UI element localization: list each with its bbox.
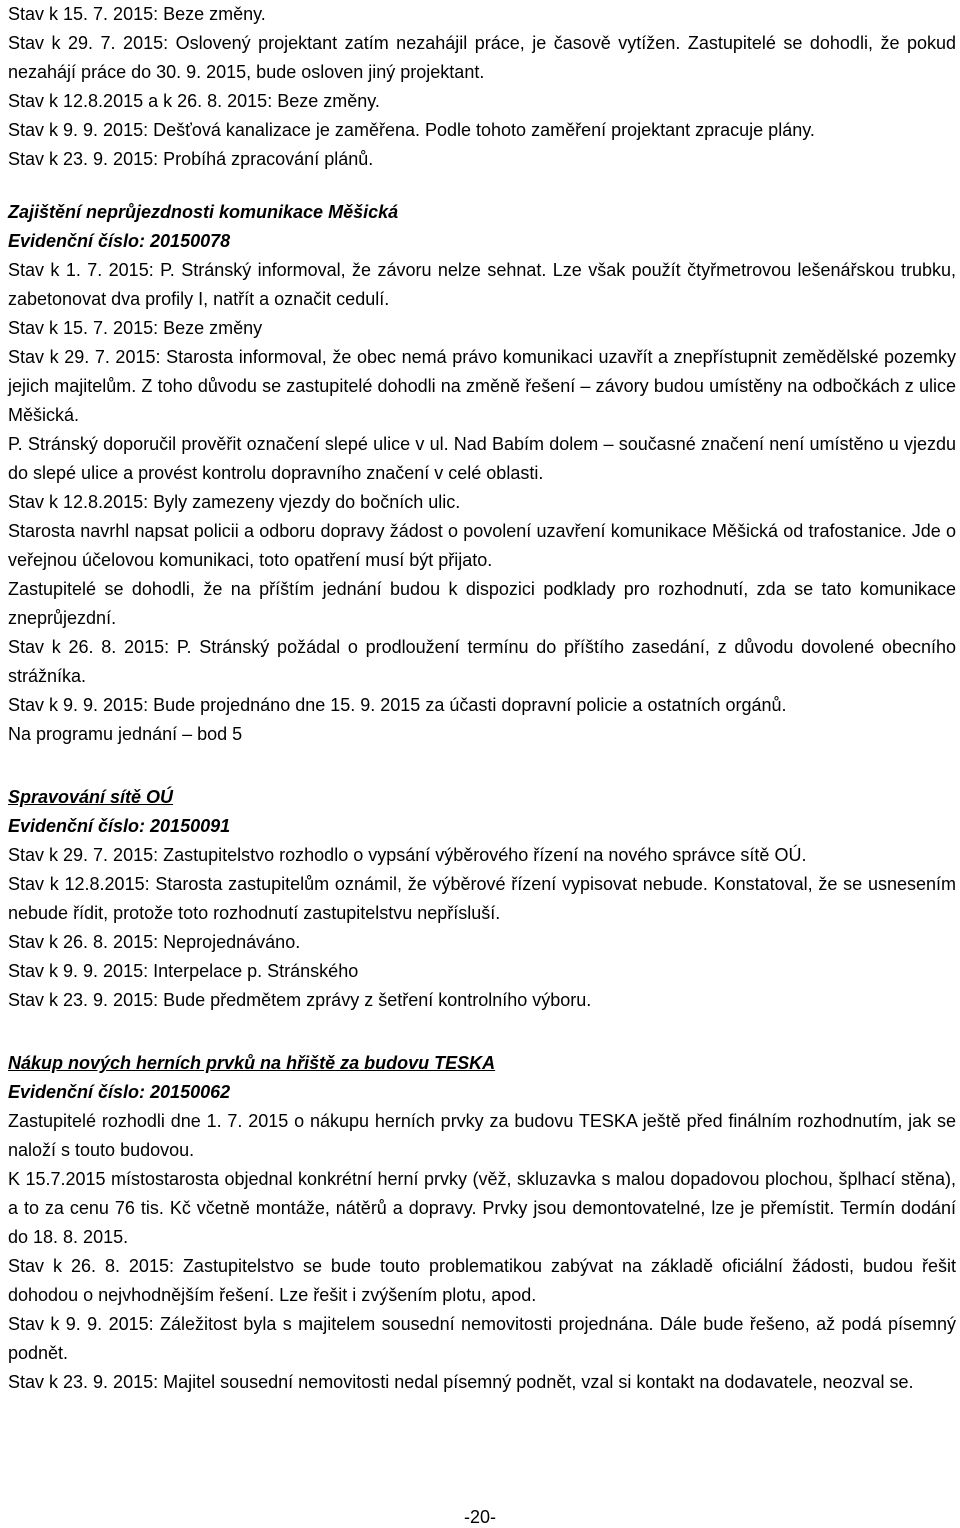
paragraph: Stav k 23. 9. 2015: Majitel sousední nemovitosti nedal písemný podnět, vzal si kontakt na dodavatele, neozval se. bbox=[8, 1372, 914, 1392]
paragraph: Stav k 12.8.2015: Byly zamezeny vjezdy do bočních ulic. bbox=[8, 492, 461, 512]
paragraph: Stav k 15. 7. 2015: Beze změny bbox=[8, 318, 263, 338]
paragraph: Stav k 29. 7. 2015: Oslovený projektant zatím nezahájil práce, je časově vytížen. Zastupitelé se dohodli, že pokud nezahájí práce do 30. 9. 2015, bude osloven jiný projektant. bbox=[8, 33, 956, 82]
section-title: Nákup nových herních prvků na hřiště za budovu TESKA bbox=[8, 1053, 496, 1073]
paragraph: Stav k 1. 7. 2015: P. Stránský informoval, že závoru nelze sehnat. Lze však použít čtyřmetrovou lešenářskou trubku, zabetonovat dva profily I, natřít a označit cedulí. bbox=[8, 260, 956, 309]
paragraph: Stav k 15. 7. 2015: Beze změny. bbox=[8, 4, 266, 24]
paragraph: K 15.7.2015 místostarosta objednal konkrétní herní prvky (věž, skluzavka s malou dopadovou plochou, šplhací stěna), a to za cenu 76 tis. Kč včetně montáže, nátěrů a dopravy. Prvky jsou demontovatelné, lze je přemístit. Termín dodání do 18. 8. 2015. bbox=[8, 1169, 956, 1247]
paragraph: Stav k 26. 8. 2015: P. Stránský požádal o prodloužení termínu do příštího zasedání, z důvodu dovolené obecního strážníka. bbox=[8, 637, 956, 686]
paragraph: Stav k 12.8.2015 a k 26. 8. 2015: Beze změny. bbox=[8, 91, 380, 111]
paragraph: Stav k 29. 7. 2015: Starosta informoval, že obec nemá právo komunikaci uzavřít a znepřístupnit zemědělské pozemky jejich majitelům. Z toho důvodu se zastupitelé dohodli na změně řešení – závory budou umístěny na odbočkách z ulice Měšická. bbox=[8, 347, 956, 425]
page-number: -20- bbox=[463, 1507, 496, 1527]
evidence-number: Evidenční číslo: 20150062 bbox=[8, 1082, 231, 1102]
paragraph: Stav k 23. 9. 2015: Bude předmětem zprávy z šetření kontrolního výboru. bbox=[8, 990, 592, 1010]
paragraph: Stav k 12.8.2015: Starosta zastupitelům oznámil, že výběrové řízení vypisovat nebude. Konstatoval, že se usnesením nebude řídit, protože toto rozhodnutí zastupitelstvu nepřísluší. bbox=[8, 874, 956, 923]
paragraph: Stav k 29. 7. 2015: Zastupitelstvo rozhodlo o vypsání výběrového řízení na nového správce sítě OÚ. bbox=[8, 845, 807, 865]
paragraph: Na programu jednání – bod 5 bbox=[8, 724, 243, 744]
paragraph: Zastupitelé rozhodli dne 1. 7. 2015 o nákupu herních prvky za budovu TESKA ještě před finálním rozhodnutím, jak se naloží s touto budovou. bbox=[8, 1111, 956, 1160]
paragraph: Starosta navrhl napsat policii a odboru dopravy žádost o povolení uzavření komunikace Měšická od trafostanice. Jde o veřejnou účelovou komunikaci, toto opatření musí být přijato. bbox=[8, 521, 956, 570]
paragraph: Stav k 9. 9. 2015: Interpelace p. Stránského bbox=[8, 961, 359, 981]
section-title: Zajištění neprůjezdnosti komunikace Měšická bbox=[8, 202, 399, 222]
section-playground bbox=[8, 1049, 956, 1397]
paragraph: Stav k 26. 8. 2015: Neprojednáváno. bbox=[8, 932, 301, 952]
paragraph: Stav k 23. 9. 2015: Probíhá zpracování plánů. bbox=[8, 149, 374, 169]
evidence-number: Evidenční číslo: 20150091 bbox=[8, 816, 231, 836]
paragraph: Stav k 9. 9. 2015: Bude projednáno dne 15. 9. 2015 za účasti dopravní policie a ostatních orgánů. bbox=[8, 695, 787, 715]
paragraph: Stav k 26. 8. 2015: Zastupitelstvo se bude touto problematikou zabývat na základě oficiální žádosti, budou řešit dohodou o nejvhodnějším řešení. Lze řešit i zvýšením plotu, apod. bbox=[8, 1256, 956, 1305]
evidence-number: Evidenční číslo: 20150078 bbox=[8, 231, 231, 251]
paragraph: Zastupitelé se dohodli, že na příštím jednání budou k dispozici podklady pro rozhodnutí, zda se tato komunikace zneprůjezdní. bbox=[8, 579, 956, 628]
section-title: Spravování sítě OÚ bbox=[8, 787, 174, 807]
top-status-block bbox=[8, 0, 956, 174]
section-network bbox=[8, 783, 956, 1015]
paragraph: P. Stránský doporučil prověřit označení slepé ulice v ul. Nad Babím dolem – současné značení není umístěno u vjezdu do slepé ulice a provést kontrolu dopravního značení v celé oblasti. bbox=[8, 434, 956, 483]
paragraph: Stav k 9. 9. 2015: Záležitost byla s majitelem sousední nemovitosti projednána. Dále bude řešeno, až podá písemný podnět. bbox=[8, 1314, 956, 1363]
document-page bbox=[8, 0, 956, 1527]
section-pruj bbox=[8, 198, 956, 749]
paragraph: Stav k 9. 9. 2015: Dešťová kanalizace je zaměřena. Podle tohoto zaměření projektant zpracuje plány. bbox=[8, 120, 815, 140]
